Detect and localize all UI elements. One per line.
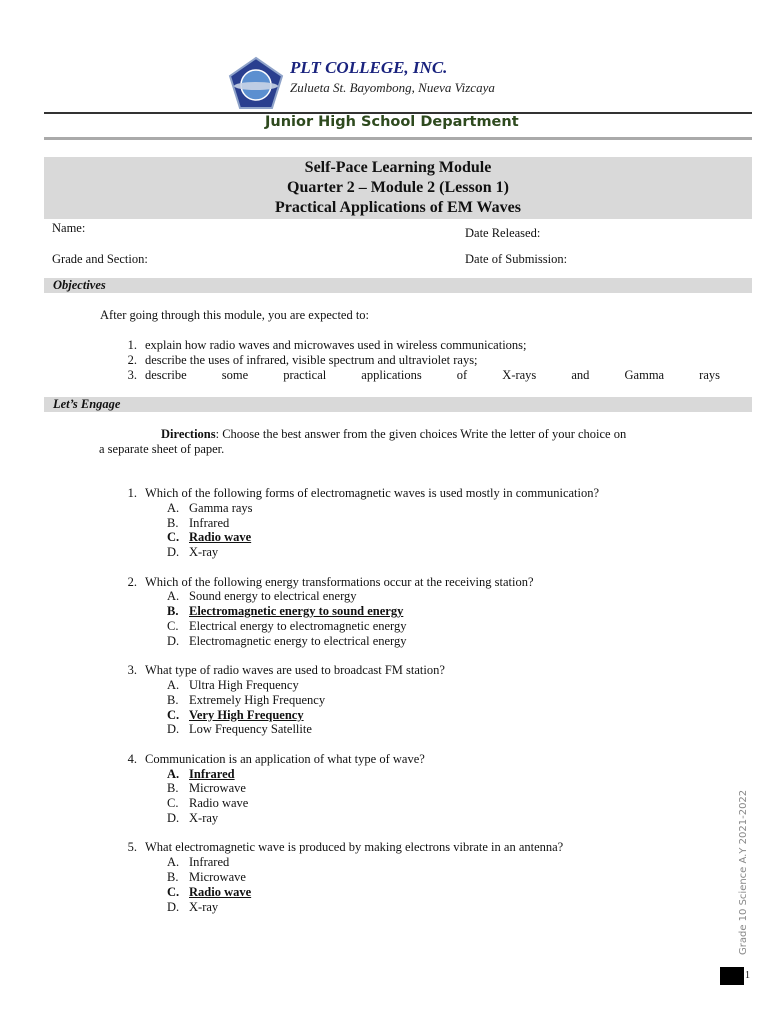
answer-option: C. Radio wave [167, 796, 249, 811]
question-number: 5. [127, 840, 137, 855]
date-released-label: Date Released: [465, 226, 541, 240]
question-item [114, 752, 734, 841]
directions: Directions: Choose the best answer from the given choices Write the letter of your choice on a separate sheet of paper. [99, 427, 627, 456]
question-text: What type of radio waves are used to broadcast FM station? [145, 663, 445, 678]
answer-option: D. X-ray [167, 899, 219, 914]
objective-item: 3. describe some practical applications of X-rays and Gamma rays [127, 367, 720, 382]
answer-option: A. Gamma rays [167, 500, 253, 515]
college-address: Zulueta St. Bayombong, Nueva Vizcaya [290, 80, 495, 95]
answer-option: D. X-ray [167, 545, 219, 560]
answer-option-correct: C. Radio wave [167, 530, 252, 545]
objectives-heading-bar [44, 278, 752, 293]
answer-option: A. Infrared [167, 855, 230, 870]
objectives-intro: After going through this module, you are expected to: [100, 308, 370, 322]
question-number: 3. [127, 663, 137, 678]
question-text: Which of the following energy transformations occur at the receiving station? [145, 574, 534, 589]
question-number: 4. [127, 751, 137, 766]
answer-option-correct: C. Very High Frequency [167, 707, 304, 722]
directions-label: Directions [161, 427, 216, 441]
page-number-box [720, 967, 744, 985]
answer-option: D. Low Frequency Satellite [167, 722, 312, 737]
date-submission-label: Date of Submission: [465, 252, 568, 266]
answer-option: B. Extremely High Frequency [167, 692, 326, 707]
answer-option: C. Electrical energy to electromagnetic energy [167, 618, 407, 633]
answer-option: A. Sound energy to electrical energy [167, 589, 357, 604]
question-item [114, 840, 734, 915]
objective-item: 2. describe the uses of infrared, visible spectrum and ultraviolet rays; [127, 352, 478, 367]
objective-item: 1. explain how radio waves and microwaves used in wireless communications; [127, 338, 527, 352]
question-number: 2. [127, 574, 137, 589]
answer-option: B. Infrared [167, 515, 230, 530]
answer-option-correct: A. Infrared [167, 766, 235, 781]
page-number: 1 [745, 970, 750, 981]
question-text: Communication is an application of what type of wave? [145, 751, 425, 766]
divider [44, 137, 752, 140]
question-text: What electromagnetic wave is produced by making electrons vibrate in an antenna? [145, 840, 564, 855]
engage-heading-bar [44, 397, 752, 412]
answer-option-correct: B. Electromagnetic energy to sound energy [167, 604, 404, 619]
college-logo [228, 56, 284, 112]
module-title-box [44, 157, 752, 219]
grade-section-label: Grade and Section: [52, 252, 148, 266]
college-name: PLT COLLEGE, INC. [290, 58, 448, 77]
answer-option: B. Microwave [167, 869, 246, 884]
objectives-list [114, 338, 720, 382]
title-line-2: Quarter 2 – Module 2 (Lesson 1) [287, 179, 509, 196]
question-item [114, 575, 734, 664]
question-text: Which of the following forms of electromagnetic waves is used mostly in communication? [145, 486, 600, 500]
answer-option: D. X-ray [167, 810, 219, 825]
engage-heading: Let’s Engage [53, 397, 121, 411]
answer-option: D. Electromagnetic energy to electrical energy [167, 633, 407, 648]
side-footer-text: Grade 10 Science A.Y 2021-2022 [738, 789, 749, 955]
question-list [114, 486, 734, 915]
answer-option: B. Microwave [167, 781, 246, 796]
answer-option: A. Ultra High Frequency [167, 677, 299, 692]
name-label: Name: [52, 221, 86, 235]
question-number: 1. [127, 486, 137, 500]
title-line-3: Practical Applications of EM Waves [275, 199, 521, 216]
answer-option-correct: C. Radio wave [167, 884, 252, 899]
department-name: Junior High School Department [265, 114, 519, 130]
objectives-heading: Objectives [53, 278, 106, 292]
question-item [114, 663, 734, 752]
title-line-1: Self-Pace Learning Module [304, 159, 492, 176]
question-item [114, 486, 734, 575]
